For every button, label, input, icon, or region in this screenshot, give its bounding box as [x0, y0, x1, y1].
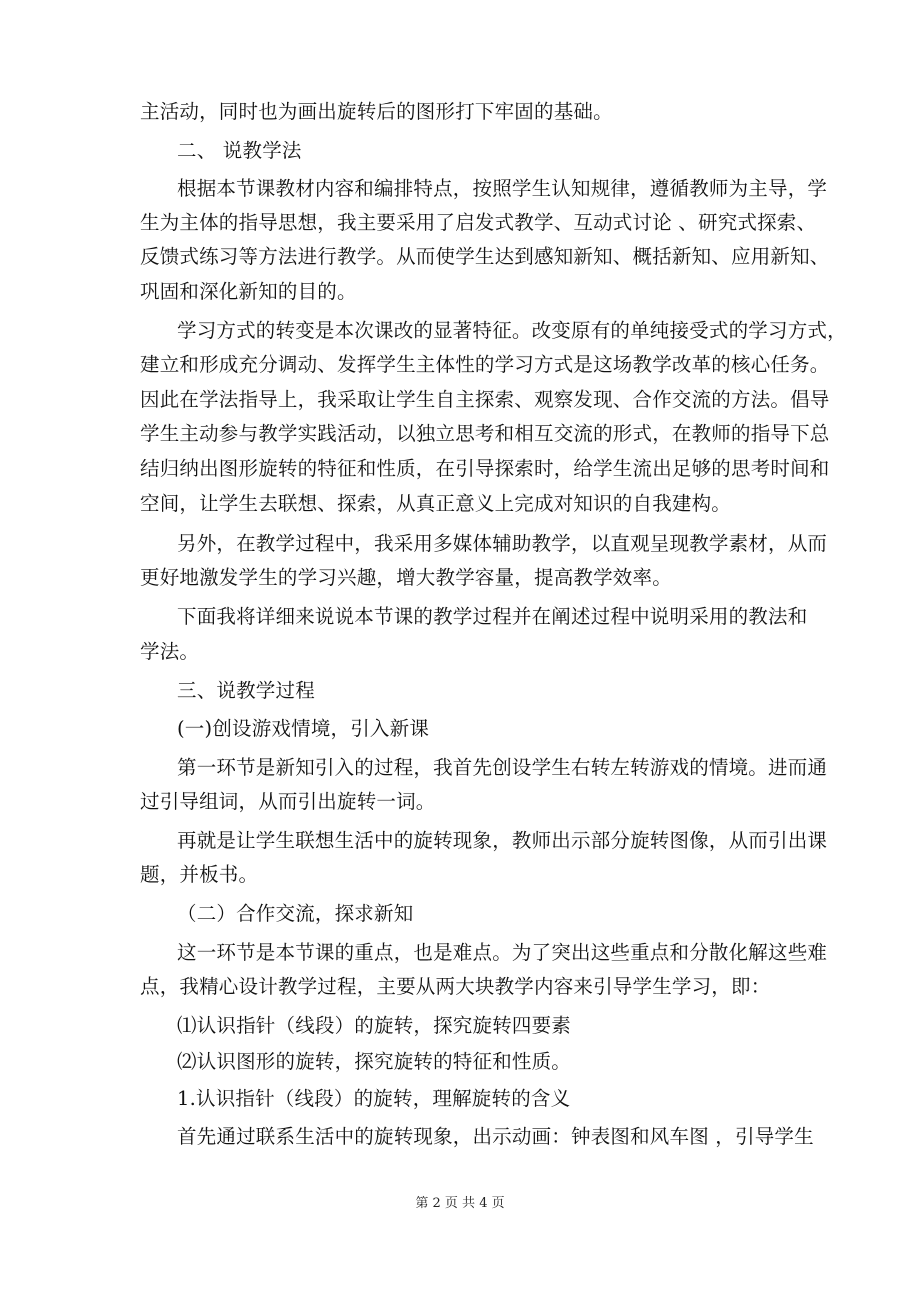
section-heading: 三、说教学过程: [177, 679, 315, 702]
paragraph-line: 学生主动参与教学实践活动，以独立思考和相互交流的形式，在教师的指导下总: [140, 422, 830, 445]
paragraph-line: 巩固和深化新知的目的。: [140, 280, 357, 303]
paragraph-line: 建立和形成充分调动、发挥学生主体性的学习方式是这场教学改革的核心任务。: [140, 353, 830, 376]
paragraph-line: 空间，让学生去联想、探索，从真正意义上完成对知识的自我建构。: [140, 492, 732, 515]
paragraph-line: 根据本节课教材内容和编排特点，按照学生认知规律，遵循教师为主导，学: [177, 177, 828, 200]
paragraph-line: 题，并板书。: [140, 863, 259, 886]
paragraph-line: 首先通过联系生活中的旋转现象，出示动画：钟表图和风车图 ，引导学生: [177, 1125, 814, 1148]
subsection-heading: 1.认识指针（线段）的旋转，理解旋转的含义: [177, 1087, 571, 1110]
paragraph-line: 学习方式的转变是本次课改的显著特征。改变原有的单纯接受式的学习方式，: [177, 319, 847, 342]
paragraph-line: 另外，在教学过程中，我采用多媒体辅助教学，以直观呈现教学素材，从而: [177, 532, 828, 555]
paragraph-line: 第一环节是新知引入的过程，我首先创设学生右转左转游戏的情境。进而通: [177, 756, 828, 779]
paragraph-line: 学法。: [140, 640, 200, 663]
paragraph-line: 反馈式练习等方法进行教学。从而使学生达到感知新知、概括新知、应用新知、: [140, 245, 830, 268]
subsection-heading: （二）合作交流，探求新知: [177, 902, 414, 925]
list-item: ⑴认识指针（线段）的旋转，探究旋转四要素: [177, 1014, 572, 1037]
paragraph-line: 这一环节是本节课的重点，也是难点。为了突出这些重点和分散化解这些难: [177, 941, 828, 964]
text-line: 主活动，同时也为画出旋转后的图形打下牢固的基础。: [140, 100, 613, 123]
paragraph-line: 再就是让学生联想生活中的旋转现象，教师出示部分旋转图像，从而引出课: [177, 829, 828, 852]
paragraph-line: 生为主体的指导思想，我主要采用了启发式教学、互动式讨论 、研究式探索、: [140, 211, 817, 234]
subsection-heading: (一)创设游戏情境，引入新课: [177, 717, 430, 740]
paragraph-line: 下面我将详细来说说本节课的教学过程并在阐述过程中说明采用的教法和: [177, 605, 808, 628]
paragraph-line: 过引导组词，从而引出旋转一词。: [140, 790, 436, 813]
paragraph-line: 结归纳出图形旋转的特征和性质，在引导探索时，给学生流出足够的思考时间和: [140, 457, 830, 480]
paragraph-line: 更好地激发学生的学习兴趣，增大教学容量，提高教学效率。: [140, 566, 672, 589]
list-item: ⑵认识图形的旋转，探究旋转的特征和性质。: [177, 1050, 572, 1073]
paragraph-line: 因此在学法指导上，我采取让学生自主探索、观察发现、合作交流的方法。倡导: [140, 388, 830, 411]
page-footer: 第 2 页 共 4 页: [415, 1196, 505, 1211]
section-heading: 二、 说教学法: [177, 139, 302, 162]
paragraph-line: 点，我精心设计教学过程，主要从两大块教学内容来引导学生学习，即：: [140, 975, 771, 998]
